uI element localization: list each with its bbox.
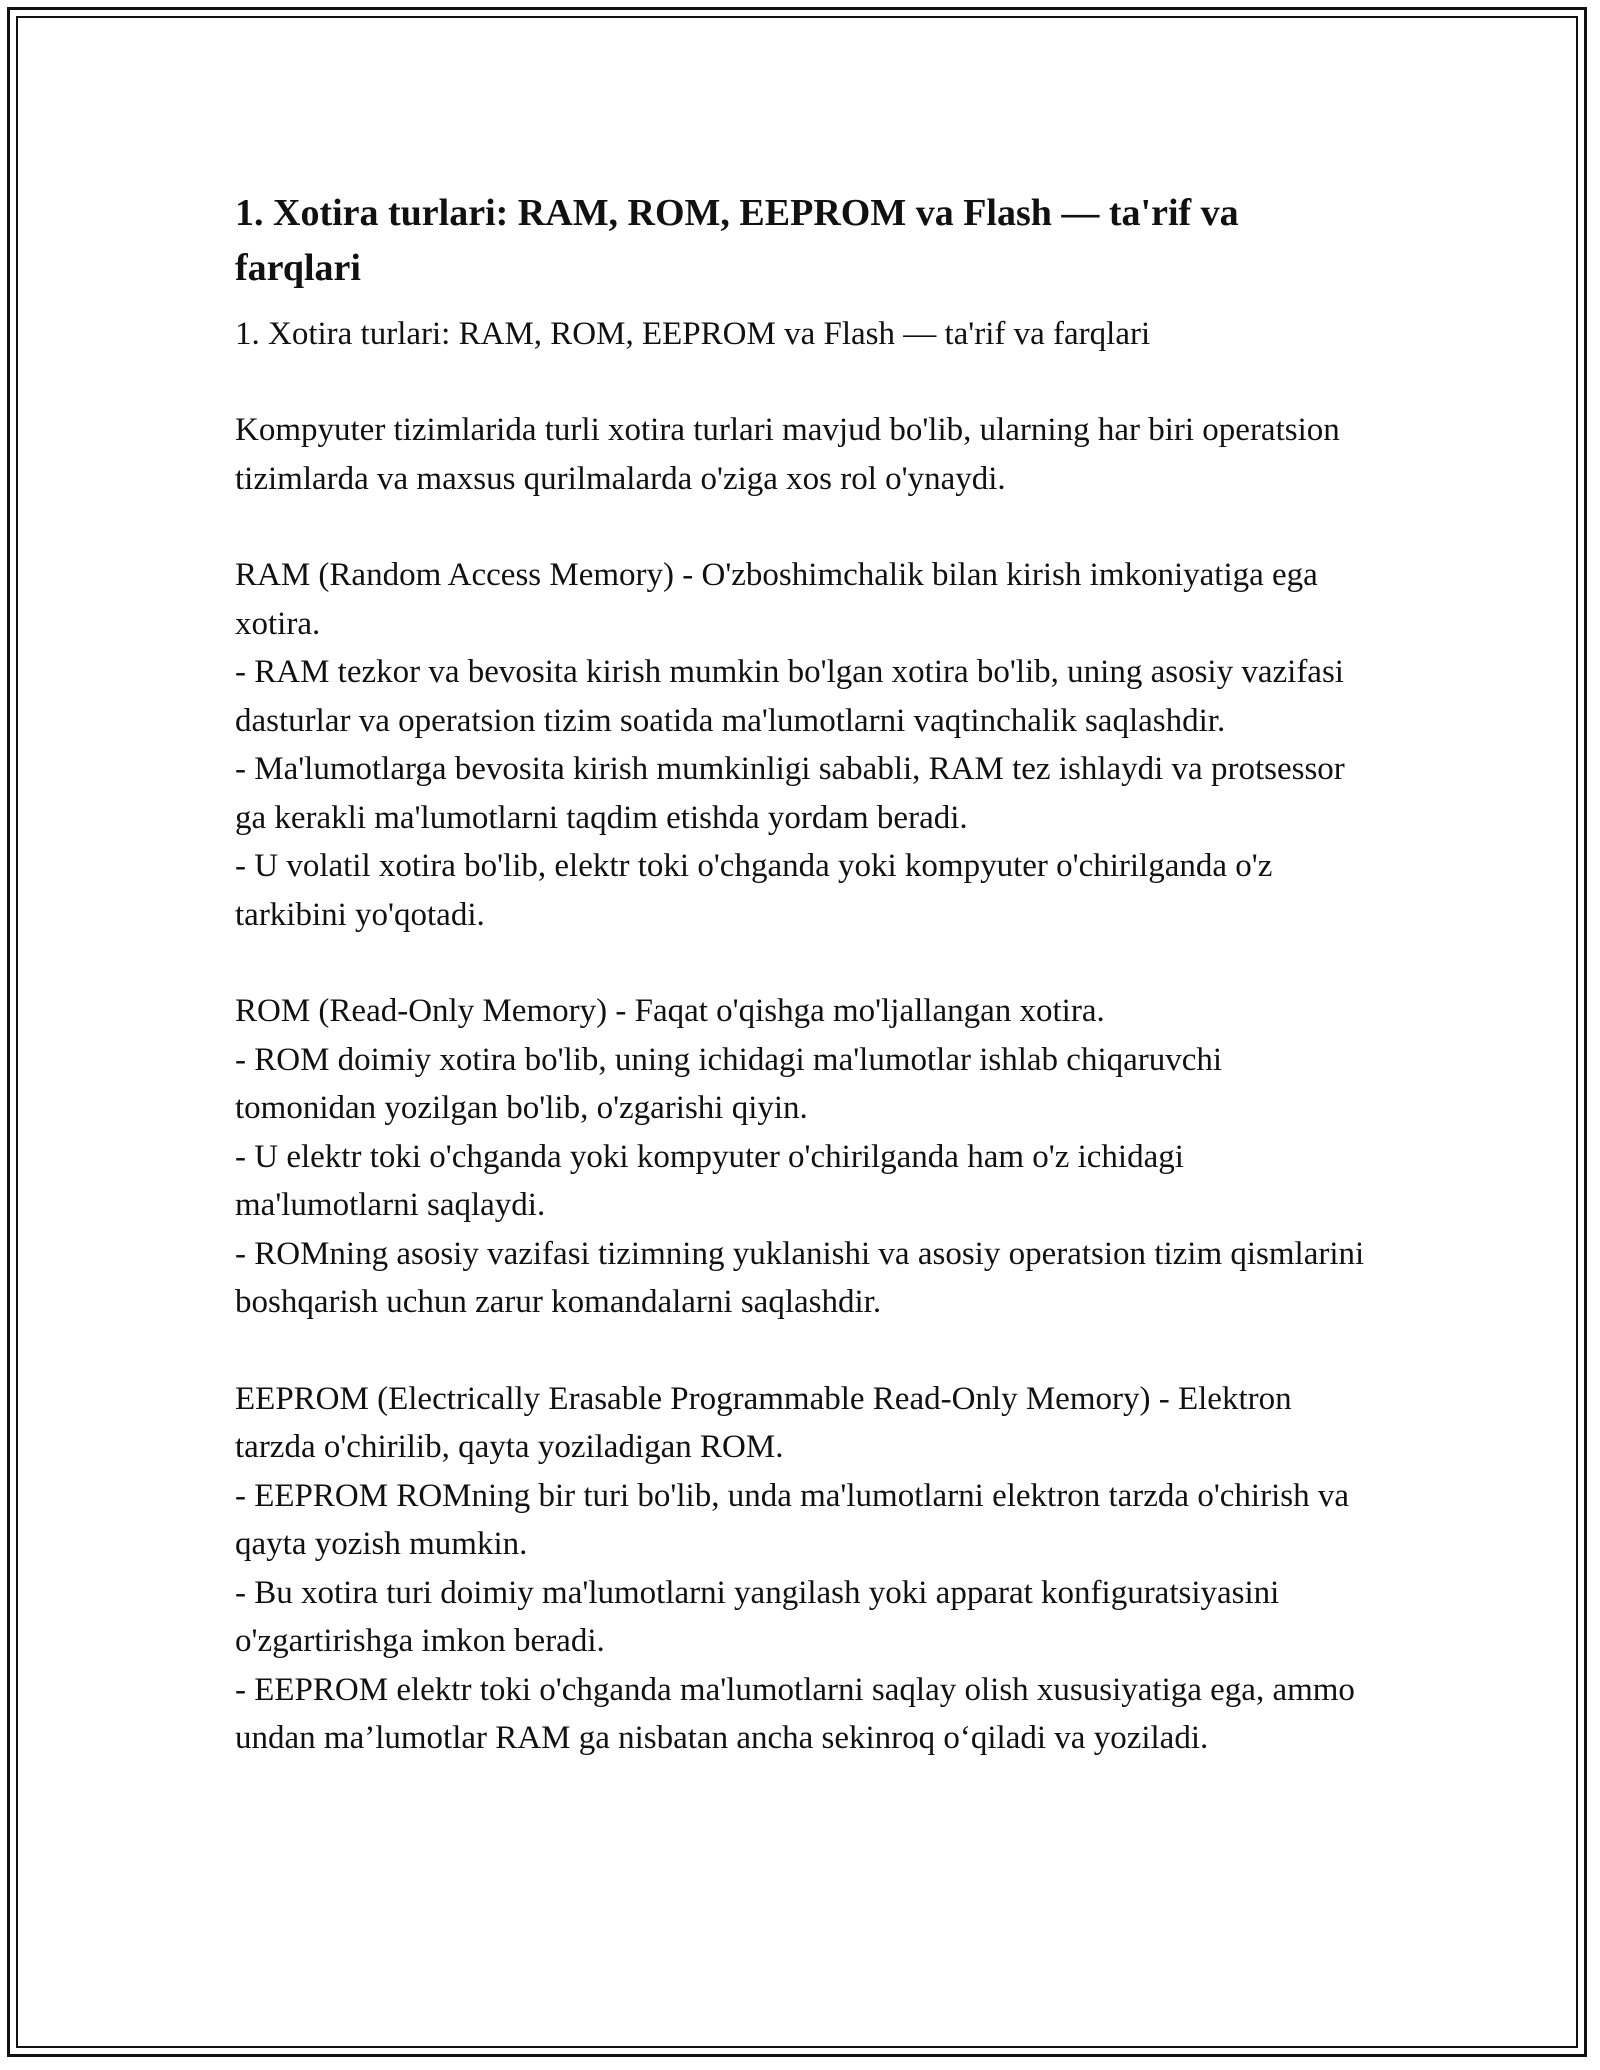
ram-point: - RAM tezkor va bevosita kirish mumkin bo'lgan xotira bo'lib, uning asosiy vazifasi dasturlar va operatsion tizim soatida ma'lumotlarni vaqtinchalik saqlashdir.: [235, 654, 1344, 739]
rom-heading: ROM (Read-Only Memory) - Faqat o'qishga mo'ljallangan xotira.: [235, 993, 1105, 1029]
document-title: 1. Xotira turlari: RAM, ROM, EEPROM va Flash — ta'rif va farqlari: [235, 192, 1239, 289]
document-subtitle: 1. Xotira turlari: RAM, ROM, EEPROM va Flash — ta'rif va farqlari: [235, 316, 1151, 352]
ram-point: - U volatil xotira bo'lib, elektr toki o'chganda yoki kompyuter o'chirilganda o'z tarkibini yo'qotadi.: [235, 848, 1273, 933]
eeprom-point: - EEPROM ROMning bir turi bo'lib, unda ma'lumotlarni elektron tarzda o'chirish va qayta yozish mumkin.: [235, 1477, 1349, 1562]
intro-paragraph: Kompyuter tizimlarida turli xotira turlari mavjud bo'lib, ularning har biri operatsion tizimlarda va maxsus qurilmalarda o'ziga xos rol o'ynaydi.: [235, 412, 1340, 497]
eeprom-section: [235, 1375, 1365, 1763]
rom-section: [235, 987, 1365, 1327]
rom-point: - U elektr toki o'chganda yoki kompyuter o'chirilganda ham o'z ichidagi ma'lumotlarni saqlaydi.: [235, 1138, 1184, 1223]
eeprom-point: - EEPROM elektr toki o'chganda ma'lumotlarni saqlay olish xususiyatiga ega, ammo undan ma’lumotlar RAM ga nisbatan ancha sekinroq o‘qiladi va yoziladi.: [235, 1671, 1355, 1756]
eeprom-heading: EEPROM (Electrically Erasable Programmable Read-Only Memory) - Elektron tarzda o'chirilib, qayta yoziladigan ROM.: [235, 1380, 1292, 1465]
ram-section: [235, 551, 1365, 939]
ram-heading: RAM (Random Access Memory) - O'zboshimchalik bilan kirish imkoniyatiga ega xotira.: [235, 557, 1318, 642]
document-body: [235, 186, 1365, 1763]
ram-point: - Ma'lumotlarga bevosita kirish mumkinligi sababli, RAM tez ishlaydi va protsessor ga kerakli ma'lumotlarni taqdim etishda yordam beradi.: [235, 751, 1345, 836]
eeprom-point: - Bu xotira turi doimiy ma'lumotlarni yangilash yoki apparat konfiguratsiyasini o'zgartirishga imkon beradi.: [235, 1574, 1280, 1659]
rom-point: - ROMning asosiy vazifasi tizimning yuklanishi va asosiy operatsion tizim qismlarini boshqarish uchun zarur komandalarni saqlashdir.: [235, 1235, 1365, 1320]
rom-point: - ROM doimiy xotira bo'lib, uning ichidagi ma'lumotlar ishlab chiqaruvchi tomonidan yozilgan bo'lib, o'zgarishi qiyin.: [235, 1041, 1223, 1126]
